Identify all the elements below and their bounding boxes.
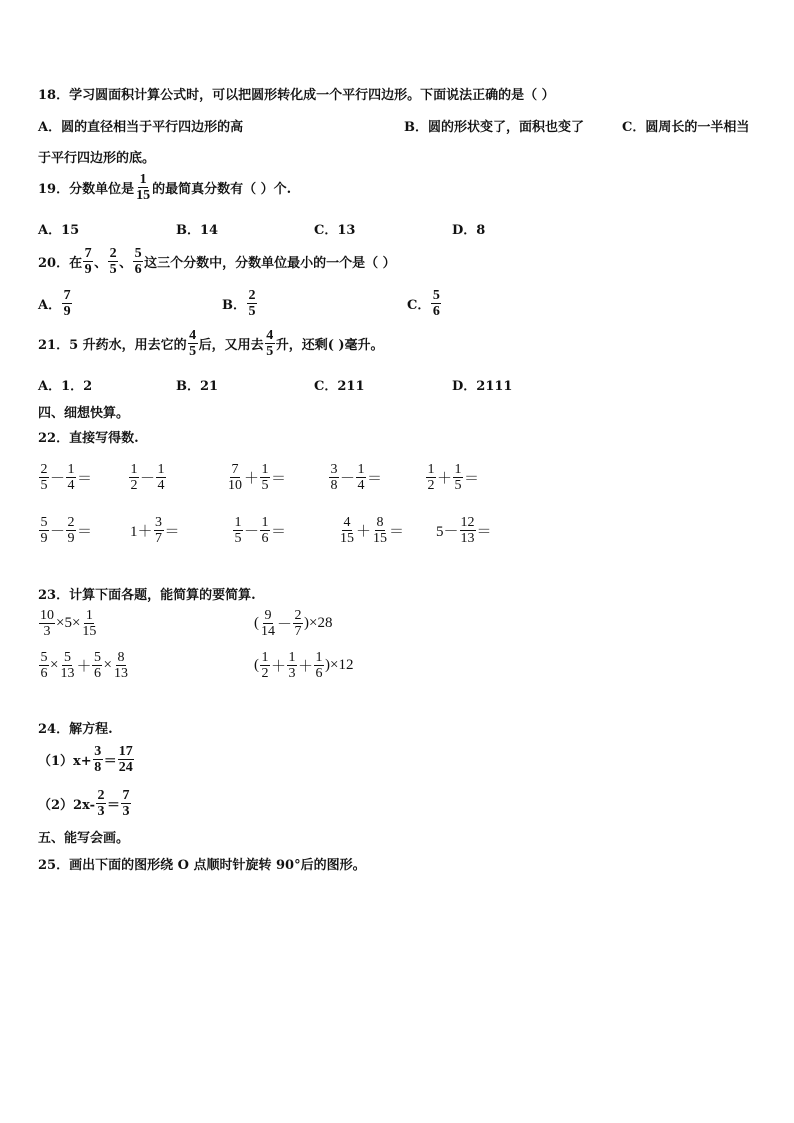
q22-title: 22．直接写得数. xyxy=(38,431,139,446)
q18-option-c-cont: 于平行四边形的底。 xyxy=(38,151,156,166)
q24-eq-1: （1）x+ $\frac{3}{8}$ ＝ $\frac{17}{24}$ xyxy=(38,744,133,775)
q20-frac-3: $\frac{5}{6}$ xyxy=(134,246,142,277)
q20-post: 这三个分数中，分数单位最小的一个是（ ） xyxy=(144,256,396,271)
q18-stem: 18．学习圆面积计算公式时，可以把圆形转化成一个平行四边形。下面说法正确的是（ ） xyxy=(38,88,555,103)
q22-expr-2: $\frac{1}{2}$ － $\frac{1}{4}$ xyxy=(130,462,165,493)
q20-pre: 20．在 xyxy=(38,256,83,271)
q24-eq-2: （2）2x- $\frac{2}{3}$ ＝ $\frac{7}{3}$ xyxy=(38,788,130,819)
q19-fraction: $\frac{1}{15}$ xyxy=(136,172,151,203)
q22-expr-7: 1＋ $\frac{3}{7}$ ＝ xyxy=(130,515,180,546)
q24-title: 24．解方程. xyxy=(38,722,113,737)
q22-expr-1: $\frac{2}{5}$ － $\frac{1}{4}$ ＝ xyxy=(40,462,93,493)
q21-option-d: D．2111 xyxy=(452,379,513,394)
q23-expr-1: $\frac{10}{3}$ ×5× $\frac{1}{15}$ xyxy=(40,608,97,639)
q23-expr-3: $\frac{5}{6}$ × $\frac{5}{13}$ ＋ $\frac{5}{6}$ × $\frac{8}{13}$ xyxy=(40,650,128,681)
q19-stem xyxy=(38,172,291,203)
q20-sep-1: 、 xyxy=(94,256,108,271)
q19-post: 的最简真分数有（ ）个. xyxy=(152,182,292,197)
q20-sep-2: 、 xyxy=(119,256,133,271)
q19-option-d: D．8 xyxy=(452,223,486,238)
q21-mid: 后，又用去 xyxy=(198,338,264,353)
q22-expr-6: $\frac{5}{9}$ － $\frac{2}{9}$ ＝ xyxy=(40,515,93,546)
q23-title: 23．计算下面各题，能简算的要简算. xyxy=(38,588,256,603)
q21-option-a: A．1．2 xyxy=(38,379,93,394)
q23-expr-4: ( $\frac{1}{2}$ ＋ $\frac{1}{3}$ ＋ $\frac{1}{6}$ )×12 xyxy=(254,650,354,681)
q20-stem xyxy=(38,246,396,277)
q23-expr-2: ( $\frac{9}{14}$ － $\frac{2}{7}$ )×28 xyxy=(254,608,333,639)
q18-option-c: C．圆周长的一半相当 xyxy=(622,120,750,135)
q22-expr-3: $\frac{7}{10}$ ＋ $\frac{1}{5}$ ＝ xyxy=(228,462,287,493)
q20-option-b: B． $\frac{2}{5}$ xyxy=(222,288,256,319)
q25-stem: 25．画出下面的图形绕 O 点顺时针旋转 90°后的图形。 xyxy=(38,858,366,873)
section-5-heading: 五、能写会画。 xyxy=(38,831,130,846)
q22-expr-5: $\frac{1}{2}$ ＋ $\frac{1}{5}$ ＝ xyxy=(427,462,480,493)
q19-option-c: C．13 xyxy=(314,223,356,238)
q19-option-a: A．15 xyxy=(38,223,80,238)
q19-pre: 19．分数单位是 xyxy=(38,182,135,197)
q21-post: 升，还剩( )毫升。 xyxy=(275,338,384,353)
q19-option-b: B．14 xyxy=(176,223,219,238)
q22-expr-9: $\frac{4}{15}$ ＋ $\frac{8}{15}$ ＝ xyxy=(340,515,405,546)
q18-option-a: A．圆的直径相当于平行四边形的高 xyxy=(38,120,244,135)
q20-frac-1: $\frac{7}{9}$ xyxy=(84,246,92,277)
section-4-heading: 四、细想快算。 xyxy=(38,406,130,421)
q20-option-a: A． $\frac{7}{9}$ xyxy=(38,288,71,319)
q21-frac-2: $\frac{4}{5}$ xyxy=(266,328,274,359)
q22-expr-10: 5－ $\frac{12}{13}$ ＝ xyxy=(436,515,492,546)
q20-option-c: C． $\frac{5}{6}$ xyxy=(407,288,440,319)
q21-stem xyxy=(38,328,384,359)
q21-pre: 21．5 升药水，用去它的 xyxy=(38,338,187,353)
q21-option-c: C．211 xyxy=(314,379,365,394)
q20-frac-2: $\frac{2}{5}$ xyxy=(109,246,117,277)
q22-expr-8: $\frac{1}{5}$ － $\frac{1}{6}$ ＝ xyxy=(234,515,287,546)
q21-option-b: B．21 xyxy=(176,379,219,394)
q22-expr-4: $\frac{3}{8}$ － $\frac{1}{4}$ ＝ xyxy=(330,462,383,493)
q21-frac-1: $\frac{4}{5}$ xyxy=(189,328,197,359)
q18-option-b: B．圆的形状变了，面积也变了 xyxy=(404,120,584,135)
